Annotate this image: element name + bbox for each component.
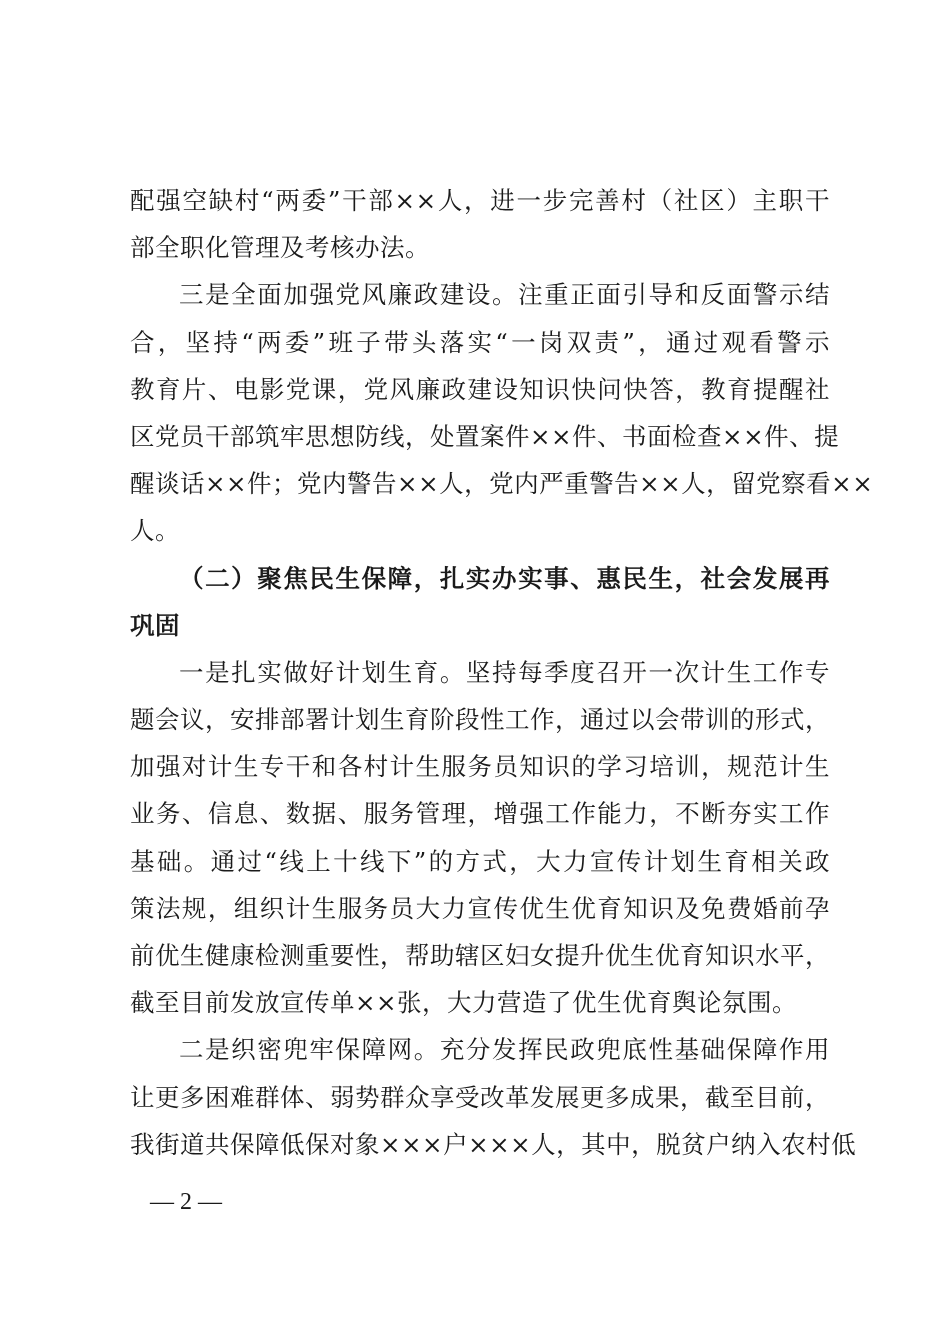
text-line: 让更多困难群体、弱势群众享受改革发展更多成果，截至目前， <box>130 1082 830 1112</box>
text-line: 业务、信息、数据、服务管理，增强工作能力，不断夯实工作 <box>130 799 830 829</box>
text-line: 配强空缺村“两委”干部××人，进一步完善村（社区）主职干 <box>130 186 830 215</box>
text-line: 前优生健康检测重要性，帮助辖区妇女提升优生优育知识水平， <box>130 941 830 970</box>
page-number: — 2 — <box>150 1189 222 1215</box>
text-line: 我街道共保障低保对象×××户×××人，其中，脱贫户纳入农村低 <box>130 1129 857 1159</box>
text-line: 基础。通过“线上十线下”的方式，大力宣传计划生育相关政 <box>130 846 830 876</box>
text-line: 三是全面加强党风廉政建设。注重正面引导和反面警示结 <box>179 280 830 310</box>
document-body <box>130 177 874 1168</box>
text-line: 部全职化管理及考核办法。 <box>130 233 430 263</box>
text-line: 一是扎实做好计划生育。坚持每季度召开一次计生工作专 <box>179 657 830 687</box>
section-heading: 巩固 <box>130 610 180 640</box>
text-line: 策法规，组织计生服务员大力宣传优生优育知识及免费婚前孕 <box>130 893 830 923</box>
text-line: 合，坚持“两委”班子带头落实“一岗双责”，通过观看警示 <box>130 327 830 357</box>
text-line: 加强对计生专干和各村计生服务员知识的学习培训，规范计生 <box>130 752 830 782</box>
text-line: 截至目前发放宣传单××张，大力营造了优生优育舆论氛围。 <box>130 988 798 1018</box>
text-line: 人。 <box>130 516 180 546</box>
text-line: 题会议，安排部署计划生育阶段性工作，通过以会带训的形式， <box>130 705 830 735</box>
text-line: 教育片、电影党课，党风廉政建设知识快问快答，教育提醒社 <box>130 374 830 404</box>
section-heading: （二）聚焦民生保障，扎实办实事、惠民生，社会发展再 <box>179 563 830 593</box>
text-line: 醒谈话××件；党内警告××人，党内严重警告××人，留党察看×× <box>130 469 874 499</box>
text-line: 区党员干部筑牢思想防线，处置案件××件、书面检查××件、提 <box>130 421 840 451</box>
text-line: 二是织密兜牢保障网。充分发挥民政兜底性基础保障作用 <box>179 1035 830 1065</box>
